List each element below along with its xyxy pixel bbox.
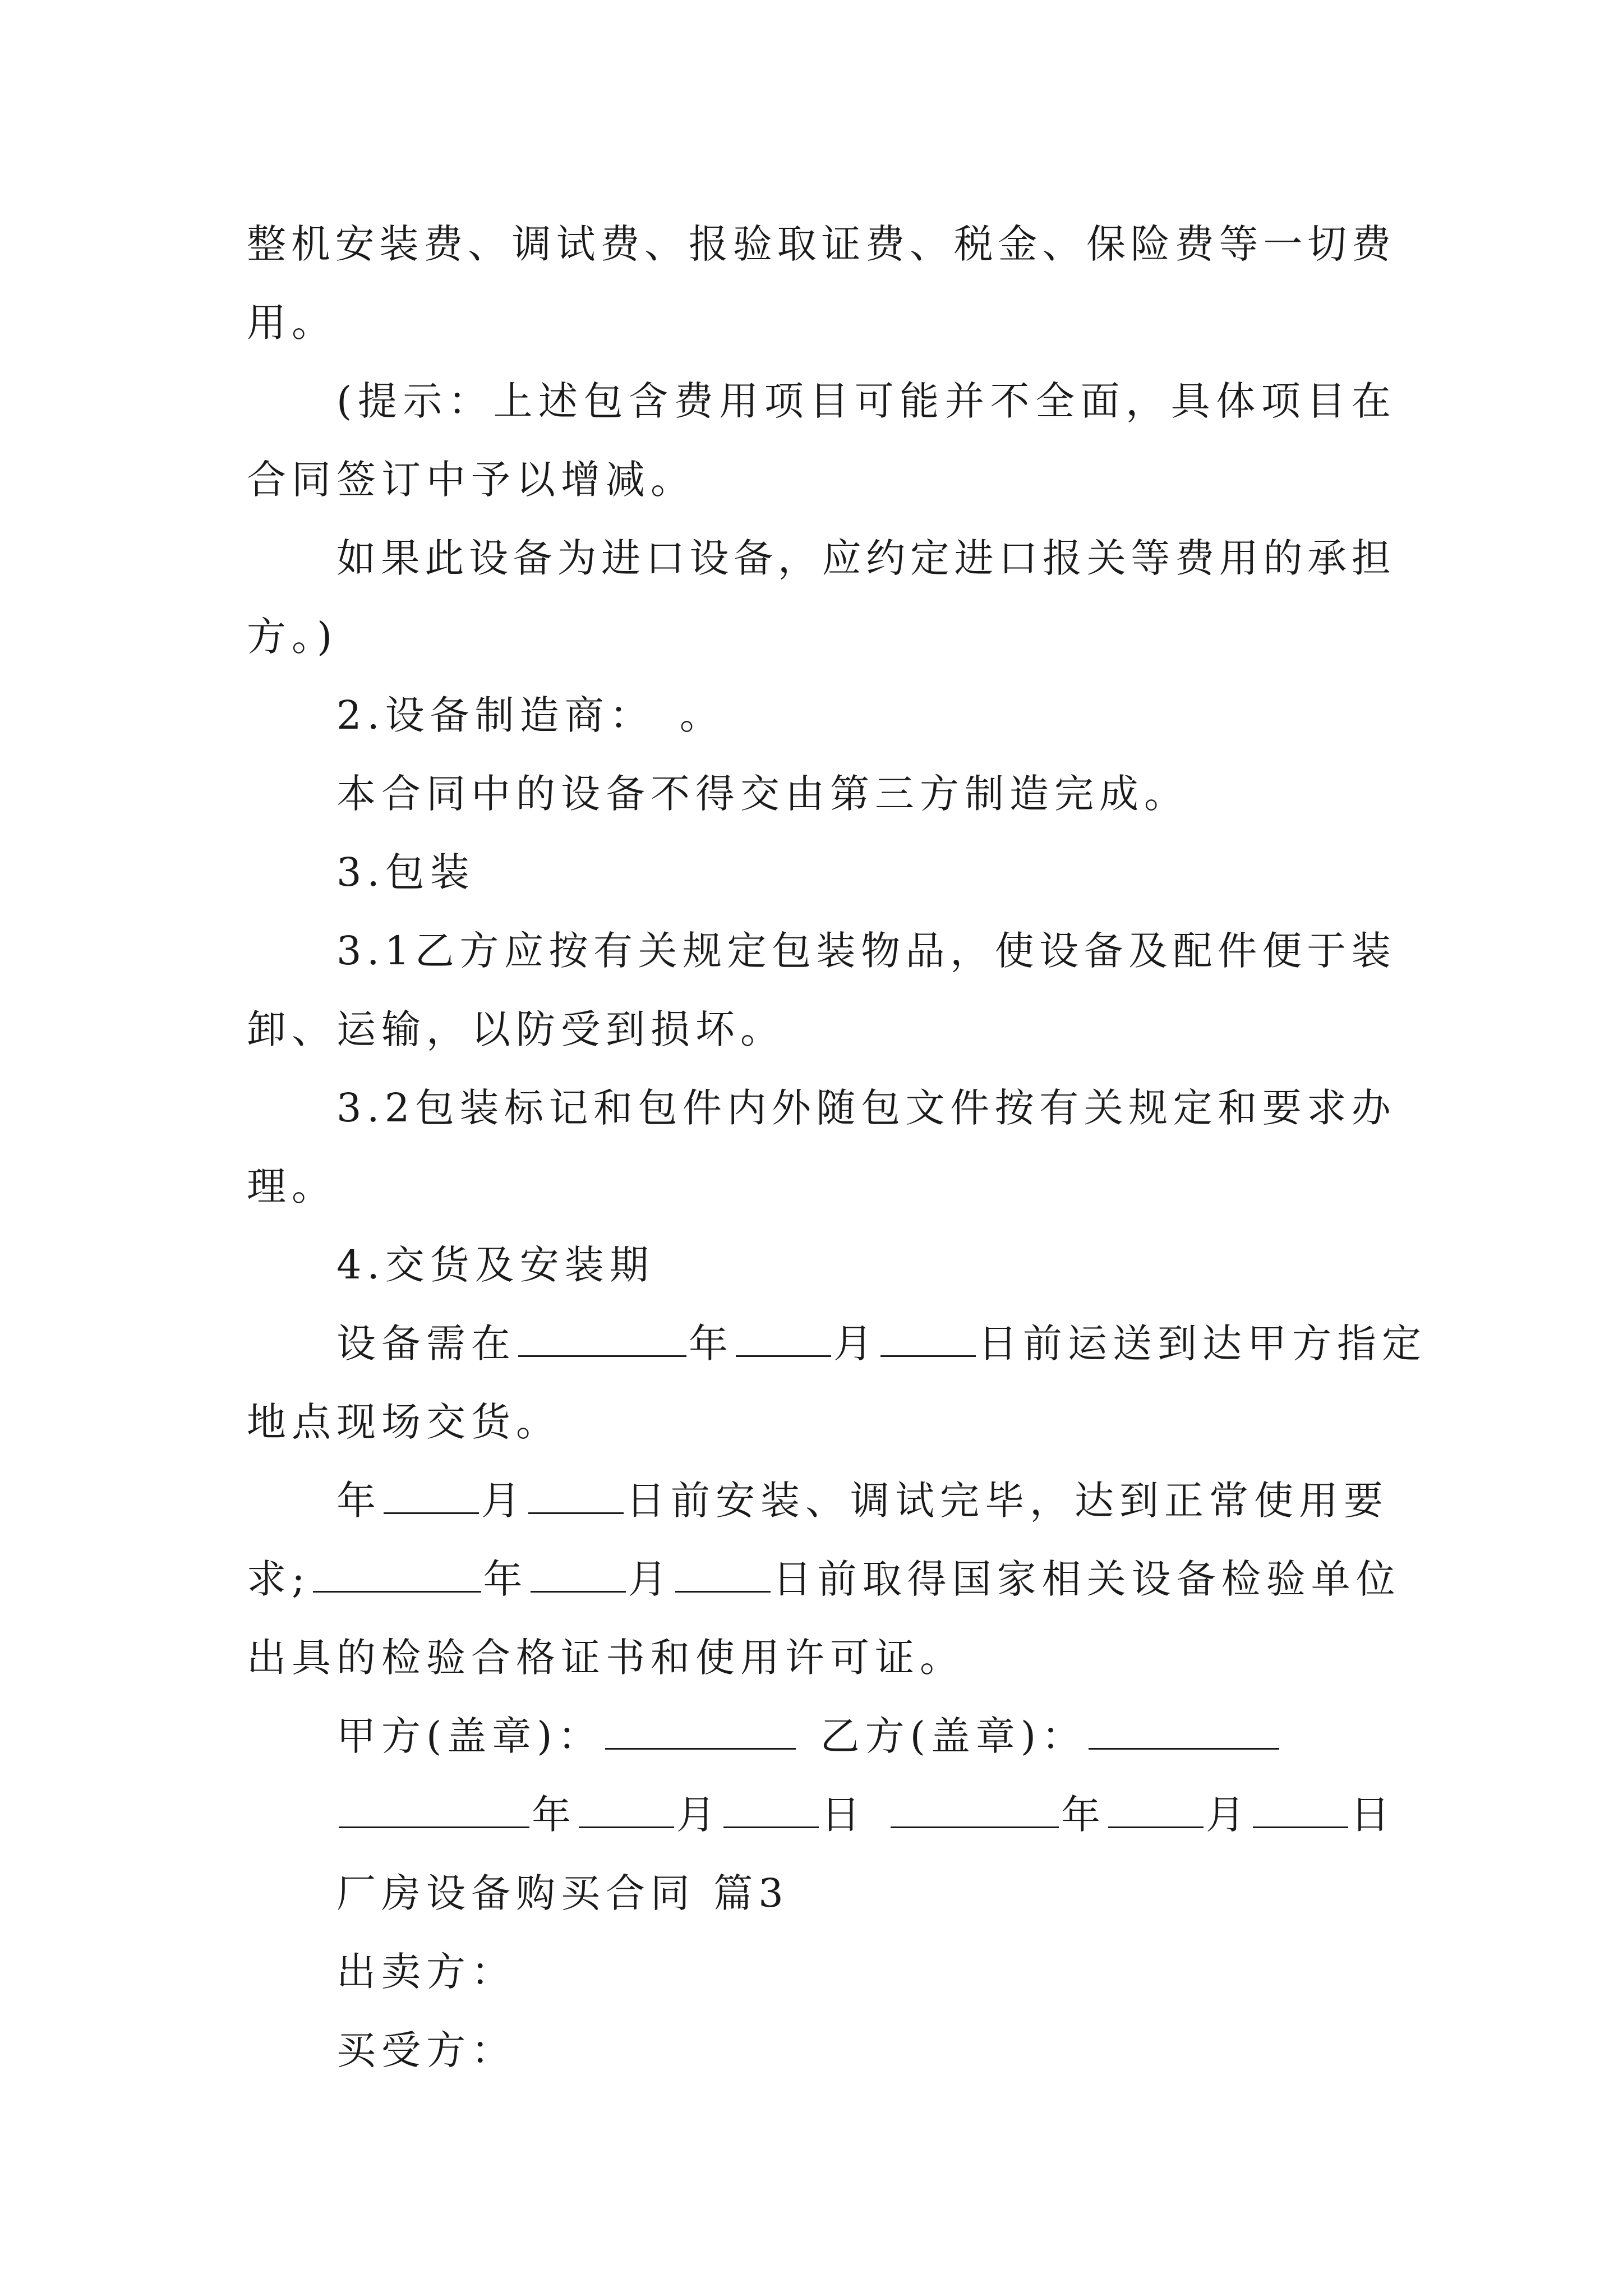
section-3-1-line-1: 3 . 1 乙 方 应 按 有 关 规 定 包 装 物 品 ， 使 设 备 及 配 件 便 于 装	[336, 928, 1391, 974]
party-a-day-label: 日	[821, 1792, 866, 1838]
install-suffix: 日前安装、调试完毕，达到正常使用要	[626, 1478, 1389, 1524]
install-year-label: 年	[336, 1478, 381, 1524]
certificate-line-3: 出具的检验合格证书和使用许可证。	[247, 1635, 965, 1681]
cert-suffix: 日前取得国家相关设备检验单位	[772, 1556, 1401, 1602]
contract-3-title: 厂房设备购买合同 篇3	[336, 1870, 789, 1916]
paragraph-import-line-1: 如 果 此 设 备 为 进 口 设 备 ， 应 约 定 进 口 报 关 等 费 用 的 承 担	[336, 535, 1391, 581]
seller-label: 出卖方：	[336, 1949, 516, 1995]
buyer-label: 买受方：	[336, 2027, 516, 2073]
paragraph-fees-line-1: 整 机 安 装 费 、 调 试 费 、 报 验 取 证 费 、 税 金 、 保 险 费 等 一 切 费	[247, 221, 1391, 267]
signature-line	[336, 1697, 1391, 1775]
party-a-year-blank[interactable]	[339, 1787, 529, 1828]
party-b-year-blank[interactable]	[891, 1787, 1059, 1828]
delivery-day-blank[interactable]	[880, 1316, 976, 1357]
party-b-day-label: 日	[1350, 1792, 1395, 1838]
section-4-heading: 4.交货及安装期	[336, 1242, 654, 1288]
install-date-line	[336, 1461, 1391, 1540]
section-3-2-line-1: 3 . 2 包 装 标 记 和 包 件 内 外 随 包 文 件 按 有 关 规 定 和 要 求 办	[336, 1085, 1391, 1131]
cert-prefix: 求;	[247, 1556, 311, 1602]
delivery-date-line	[336, 1304, 1427, 1383]
install-month-label: 月	[481, 1478, 526, 1524]
party-a-month-blank[interactable]	[579, 1787, 674, 1828]
install-month-blank[interactable]	[384, 1473, 479, 1514]
cert-year-label: 年	[483, 1556, 528, 1602]
section-2-body: 本合同中的设备不得交由第三方制造完成。	[336, 771, 1189, 817]
party-a-seal-label: 甲方(盖章)：	[336, 1713, 603, 1759]
party-a-day-blank[interactable]	[723, 1787, 819, 1828]
install-day-blank[interactable]	[528, 1473, 624, 1514]
party-a-year-label: 年	[532, 1792, 577, 1838]
cert-day-blank[interactable]	[675, 1552, 771, 1593]
cert-month-blank[interactable]	[531, 1552, 626, 1593]
delivery-month-label: 月	[833, 1320, 878, 1366]
party-b-month-label: 月	[1206, 1792, 1251, 1838]
paragraph-fees-line-2: 用。	[247, 300, 336, 346]
party-b-month-blank[interactable]	[1108, 1787, 1204, 1828]
party-a-month-label: 月	[676, 1792, 721, 1838]
party-b-year-label: 年	[1061, 1792, 1106, 1838]
section-3-1-line-2: 卸、运输，以防受到损坏。	[247, 1006, 785, 1052]
section-2-heading: 2.设备制造商： 。	[336, 692, 725, 738]
delivery-suffix: 日前运送到达甲方指定	[978, 1320, 1427, 1366]
delivery-prefix: 设备需在	[336, 1320, 516, 1366]
paragraph-tip-line-2: 合同签订中予以增减。	[247, 457, 695, 503]
cert-year-blank[interactable]	[313, 1552, 481, 1593]
delivery-line-2: 地点现场交货。	[247, 1399, 561, 1445]
party-a-seal-blank[interactable]	[605, 1709, 796, 1750]
paragraph-import-line-2: 方。)	[247, 614, 338, 660]
signature-date-line	[336, 1775, 1395, 1854]
paragraph-tip-line-1: ( 提 示 ： 上 述 包 含 费 用 项 目 可 能 并 不 全 面 ， 具 体 项 目 在	[336, 378, 1391, 424]
section-3-2-line-2: 理。	[247, 1163, 336, 1209]
party-b-seal-blank[interactable]	[1089, 1709, 1279, 1750]
delivery-year-label: 年	[689, 1320, 734, 1366]
party-b-day-blank[interactable]	[1253, 1787, 1348, 1828]
delivery-year-blank[interactable]	[518, 1316, 686, 1357]
party-b-seal-label: 乙方(盖章)：	[820, 1713, 1087, 1759]
section-3-heading: 3.包装	[336, 849, 475, 895]
certificate-date-line	[247, 1540, 1401, 1618]
cert-month-label: 月	[628, 1556, 673, 1602]
delivery-month-blank[interactable]	[736, 1316, 831, 1357]
